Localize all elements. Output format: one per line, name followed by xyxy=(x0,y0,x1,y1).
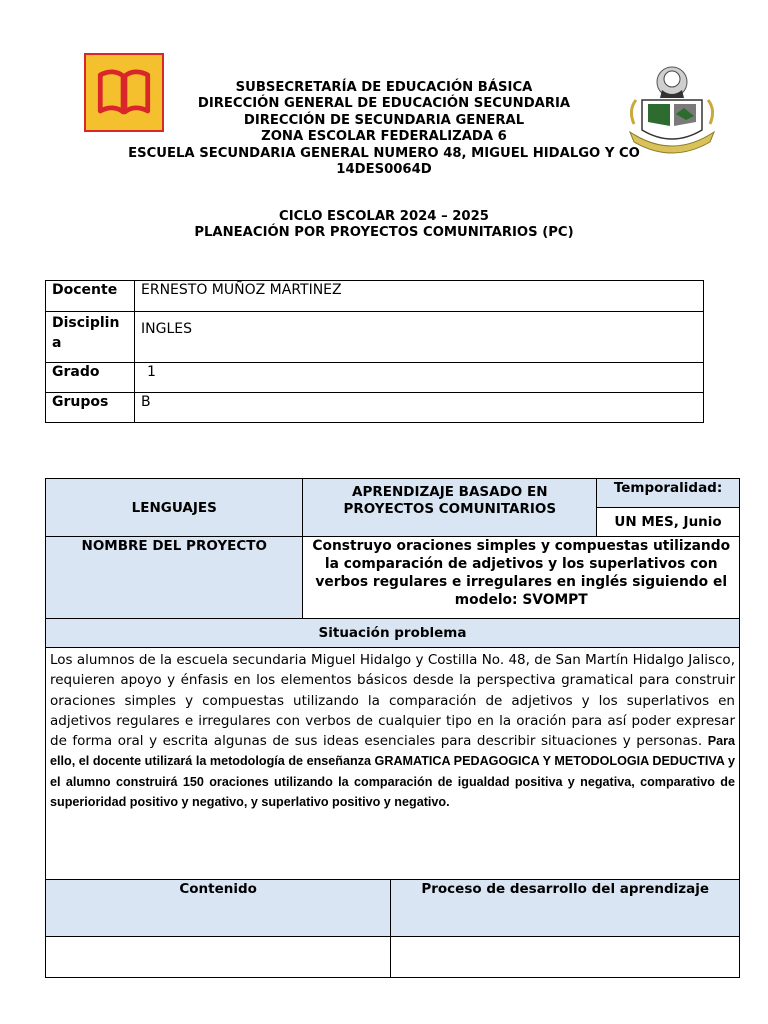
grupos-value: B xyxy=(135,393,704,423)
situacion-bold: Para ello, el docente utilizará la metodología de enseñanza GRAMATICA PEDAGOGICA Y METODOLOGIA DEDUCTIVA y el alumno construirá 150 oraciones utilizando la comparación de igualdad positiva y negativa, comparativo de superioridad positivo y negativo, y superlativo positivo y negativo. xyxy=(50,734,735,810)
situacion-body: Los alumnos de la escuela secundaria Miguel Hidalgo y Costilla No. 48, de San Martín Hidalgo Jalisco, requieren apoyo y énfasis en los elementos básicos desde la perspectiva gramatical para construir oraciones simples y compuestas utilizando la comparación de adjetivos y los superlativos en adjetivos regulares e irregulares con verbos de cualquier tipo en la oración para así poder expresar de forma oral y escrita algunas de sus ideas esenciales para describir situaciones y personas. xyxy=(50,652,735,750)
info-row-grado xyxy=(46,363,704,393)
cycle-line-1: CICLO ESCOLAR 2024 – 2025 xyxy=(279,209,489,224)
aprendizaje-cell: APRENDIZAJE BASADO EN PROYECTOS COMUNITARIOS xyxy=(303,479,597,537)
disciplina-label-part2: a xyxy=(52,335,62,351)
cycle-line-2: PLANEACIÓN POR PROYECTOS COMUNITARIOS (PC) xyxy=(194,225,574,240)
teacher-info-table xyxy=(45,280,704,423)
header-line-3: DIRECCIÓN DE SECUNDARIA GENERAL xyxy=(243,112,525,128)
nombre-proyecto-value: Construyo oraciones simples y compuestas utilizando la comparación de adjetivos y los superlativos con verbos regulares e irregulares en inglés siguiendo el modelo: SVOMPT xyxy=(303,537,740,619)
contenido-body-row xyxy=(46,937,740,978)
header-line-4: ZONA ESCOLAR FEDERALIZADA 6 xyxy=(261,129,507,145)
header-line-5: ESCUELA SECUNDARIA GENERAL NUMERO 48, MIGUEL HIDALGO Y CO xyxy=(128,145,640,161)
contenido-cell xyxy=(46,937,391,978)
proceso-label: Proceso de desarrollo del aprendizaje xyxy=(391,880,740,937)
project-name-row xyxy=(46,537,740,619)
situacion-text-row xyxy=(46,648,740,880)
grupos-label: Grupos xyxy=(46,393,135,423)
lenguajes-cell: LENGUAJES xyxy=(46,479,303,537)
contenido-header-row xyxy=(46,880,740,937)
temporalidad-value: UN MES, Junio xyxy=(597,508,740,537)
header-line-1: SUBSECRETARÍA DE EDUCACIÓN BÁSICA xyxy=(235,80,533,95)
project-table xyxy=(45,478,740,978)
situacion-label: Situación problema xyxy=(46,619,740,648)
nombre-proyecto-label: NOMBRE DEL PROYECTO xyxy=(46,537,303,619)
disciplina-label-part1: Disciplin xyxy=(52,315,120,331)
grado-label: Grado xyxy=(46,363,135,393)
situacion-text xyxy=(46,648,740,880)
info-row-disciplina xyxy=(46,312,704,363)
header-line-2: DIRECCIÓN GENERAL DE EDUCACIÓN SECUNDARIA xyxy=(197,96,571,112)
cycle-title xyxy=(0,209,768,241)
disciplina-value: INGLES xyxy=(135,312,704,363)
disciplina-label xyxy=(46,312,135,363)
header-line-6: 14DES0064D xyxy=(336,162,432,178)
info-row-docente xyxy=(46,281,704,312)
project-header-row xyxy=(46,479,740,508)
docente-label: Docente xyxy=(46,281,135,312)
temporalidad-label: Temporalidad: xyxy=(597,479,740,508)
info-row-grupos xyxy=(46,393,704,423)
proceso-cell xyxy=(391,937,740,978)
contenido-label: Contenido xyxy=(46,880,391,937)
docente-value: ERNESTO MUÑOZ MARTINEZ xyxy=(135,281,704,312)
grado-value: 1 xyxy=(135,363,704,393)
school-header xyxy=(0,80,768,178)
situacion-header-row xyxy=(46,619,740,648)
